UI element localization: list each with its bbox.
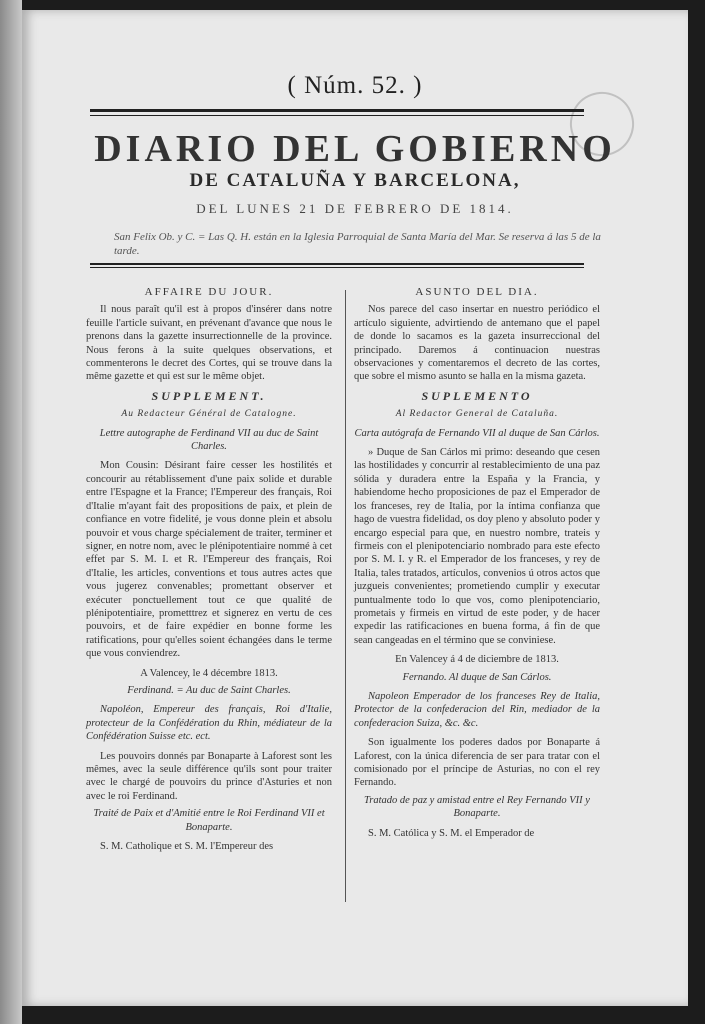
issue-number: ( Núm. 52. ) [287,72,423,99]
spanish-letter-body: » Duque de San Cárlos mi primo: deseando que cesen las hostilidades y concurrir al restablecimiento de una paz sólida y duradera entre la España y la Francia, y habiendome hecho proposiciones de paz el Emperador de los franceses, rey de Italia, por la íntima confianza que hago de vuestra fidelidad, os doy pleno y absoluto poder y encargo especial para que, en nuestro nombre, trateis y firmeis con el plenipotenciario nombrado para este efecto por S. M. I. y R. el Emperador de los franceses, y rey de Italia, tales tratados, artículos, convenios ú otros actos que juzgueis convenientes; prometiendo cumplir y executar puntualmente todo lo que vos, como plenipotenciario, prometais y firmeis en virtud de este poder, y de hacer expedir las ratificaciones en buena forma, á fin de que sean cangeadas en el término que se conviniese. [354,447,600,646]
header-bottom-rule [90,263,584,265]
newspaper-title: DIARIO DEL GOBIERNO [94,128,616,170]
spanish-napoleon-title: Napoleon Emperador de los franceses Rey de Italia, Protector de la confederacion del Rin, mediador de la confederacion Suiza, &c. &c. [354,690,600,729]
french-napoleon-title: Napoléon, Empereur des français, Roi d'Italie, protecteur de la Confédération du Rhin, médiateur de la Confédération Suisse etc. ect. [86,704,332,743]
spanish-signature: Fernando. Al duque de San Cárlos. [402,671,552,683]
spanish-redactor: Al Redactor General de Cataluña. [395,409,559,420]
spanish-last-line: S. M. Católica y S. M. el Emperador de [368,827,535,839]
spanish-supplement-heading: SUPLEMENTO [421,388,533,403]
french-treaty-title: Traité de Paix et d'Amitié entre le Roi Ferdinand VII et Bonaparte. [93,808,325,833]
spanish-letter-title: Carta autógrafa de Fernando VII al duque de San Cárlos. [354,427,600,439]
french-supplement-heading: SUPPLEMENT. [151,388,267,403]
saint-notice: San Felix Ob. y C. = Las Q. H. están en la Iglesia Parroquial de Santa María del Mar. Se reserva á las 5 de la tarde. [114,231,601,257]
newspaper-subtitle: DE CATALUÑA Y BARCELONA, [189,170,521,191]
french-heading: AFFAIRE DU JOUR. [144,286,274,298]
french-column [86,284,332,853]
top-rule-thin [90,115,584,116]
french-redacteur: Au Redacteur Général de Catalogne. [121,409,297,420]
french-letter-title: Lettre autographe de Ferdinand VII au duc de Saint Charles. [99,427,319,453]
spanish-dateline: En Valencey á 4 de diciembre de 1813. [395,654,559,666]
french-dateline: A Valencey, le 4 décembre 1813. [140,667,278,679]
newspaper-page [22,10,688,1006]
french-last-line: S. M. Catholique et S. M. l'Empereur des [100,841,274,853]
spanish-intro: Nos parece del caso insertar en nuestro periódico el artículo siguiente, advirtiendo de antemano que el papel de donde lo sacamos es la gazeta insurreccional del principado. Daremos á continuacion nuestras observaciones y comentaremos el decreto de las cortes, que sobre el mismo asunto se halla en la misma gazeta. [354,304,600,383]
spanish-column [354,284,600,840]
french-letter-body: Mon Cousin: Désirant faire cesser les hostilités et concourir au rétablissement d'une paix solide et durable entre l'Espagne et la France; l'Empereur des français, Roi d'Italie m'ayant fait des propositions de paix, et plein de confiance en votre fidelité, je vous donne plein et absolu pouvoir et vous charge spécialement de traiter, terminer et signer, en notre nom, avec le plénipotentiaire nommé à cet effet par S. M. I. et R. l'Empereur des français, Roi d'Italie, les articles, conventions et tous autres actes que vous jugerez convenables; promettant observer et exécuter ponctuellement tout ce que qualité de plénipotentiaire, prometttrez et signerez en vertu de ces pouvoirs, et de faire expédier en bonne forme les ratifications, pour qu'elles soient échangées dans le terme que vous conviendrez. [86,460,332,660]
spanish-treaty-title: Tratado de paz y amistad entre el Rey Fernando VII y Bonaparte. [364,794,590,820]
french-intro: Il nous paraît qu'il est à propos d'insérer dans notre feuille l'article suivant, en prévenant d'avance que nous le prenons dans la gazette insurrectionnelle de la province. Nous ferons à la suite quelques observations, et commenterons le decret des Cortes, qui se trouve dans la même gazette et qui est sur le même objet. [86,304,332,383]
french-powers: Les pouvoirs donnés par Bonaparte à Laforest sont les mêmes, avec la seule différence qu'ils sont pour traiter avec le chargé de pouvoirs du prince d'Asturies et non avec le roi Ferdinand. [86,750,332,802]
column-divider [345,290,346,902]
spanish-heading: ASUNTO DEL DIA. [415,286,539,298]
facing-page-edge [0,0,22,1024]
french-signature: Ferdinand. = Au duc de Saint Charles. [127,684,291,696]
top-rule [90,109,584,112]
issue-date: DEL LUNES 21 DE FEBRERO DE 1814. [196,201,514,216]
header-bottom-rule-thin [90,267,584,268]
spanish-powers: Son igualmente los poderes dados por Bonaparte á Laforest, con la única diferencia de ser para tratar con el comisionado por el príncipe de Asturias, no con el rey Fernando. [354,737,600,789]
